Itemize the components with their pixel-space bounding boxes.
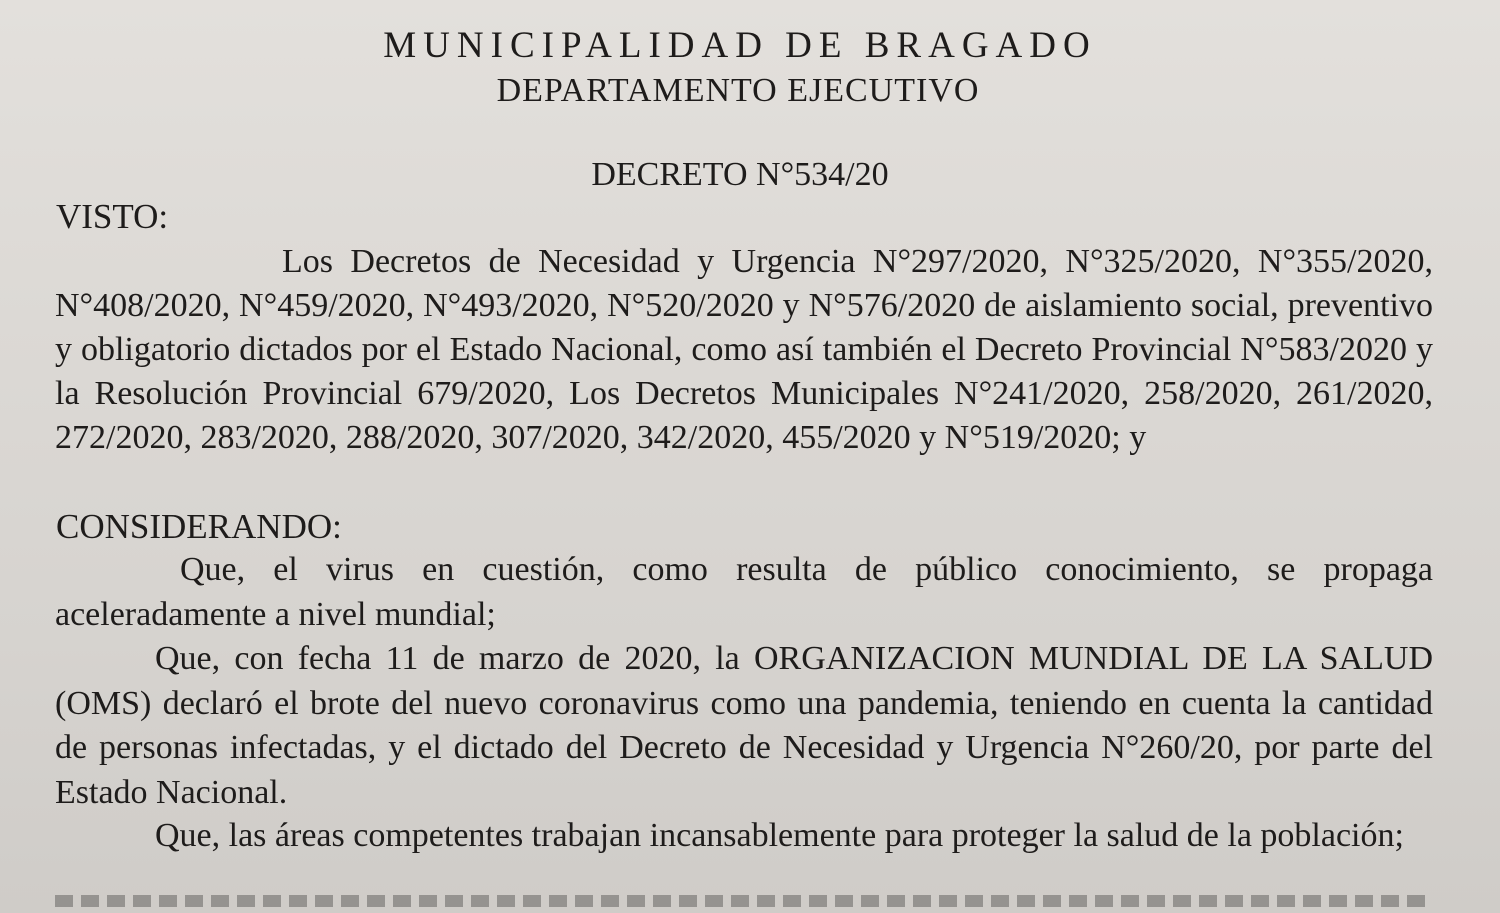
department-heading: DEPARTAMENTO EJECUTIVO <box>496 72 980 109</box>
municipality-heading: MUNICIPALIDAD DE BRAGADO <box>383 25 1097 66</box>
considerando-paragraph: Que, con fecha 11 de marzo de 2020, la ORGANIZACION MUNDIAL DE LA SALUD (OMS) declaró el brote del nuevo coronavirus como una pandemia, teniendo en cuenta la cantidad de personas infectadas, y el dictado del Decreto de Necesidad y Urgencia N°260/20, por parte del Estado Nacional. <box>55 640 1433 811</box>
decree-title: DECRETO N°534/20 <box>591 156 889 193</box>
considerando-label: CONSIDERANDO: <box>56 507 342 546</box>
cut-off-text-line <box>55 895 1433 913</box>
considerando-paragraph: Que, el virus en cuestión, como resulta de público conocimiento, se propaga aceleradamente a nivel mundial; <box>55 551 1433 633</box>
considerando-paragraph: Que, las áreas competentes trabajan incansablemente para proteger la salud de la población; <box>155 817 1404 854</box>
visto-paragraph: Los Decretos de Necesidad y Urgencia N°297/2020, N°325/2020, N°355/2020, N°408/2020, N°459/2020, N°493/2020, N°520/2020 y N°576/2020 de aislamiento social, preventivo y obligatorio dictados por el Estado Nacional, como así también el Decreto Provincial N°583/2020 y la Resolución Provincial 679/2020, Los Decretos Municipales N°241/2020, 258/2020, 261/2020, 272/2020, 283/2020, 288/2020, 307/2020, 342/2020, 455/2020 y N°519/2020; y <box>55 243 1433 456</box>
visto-label: VISTO: <box>56 197 169 236</box>
